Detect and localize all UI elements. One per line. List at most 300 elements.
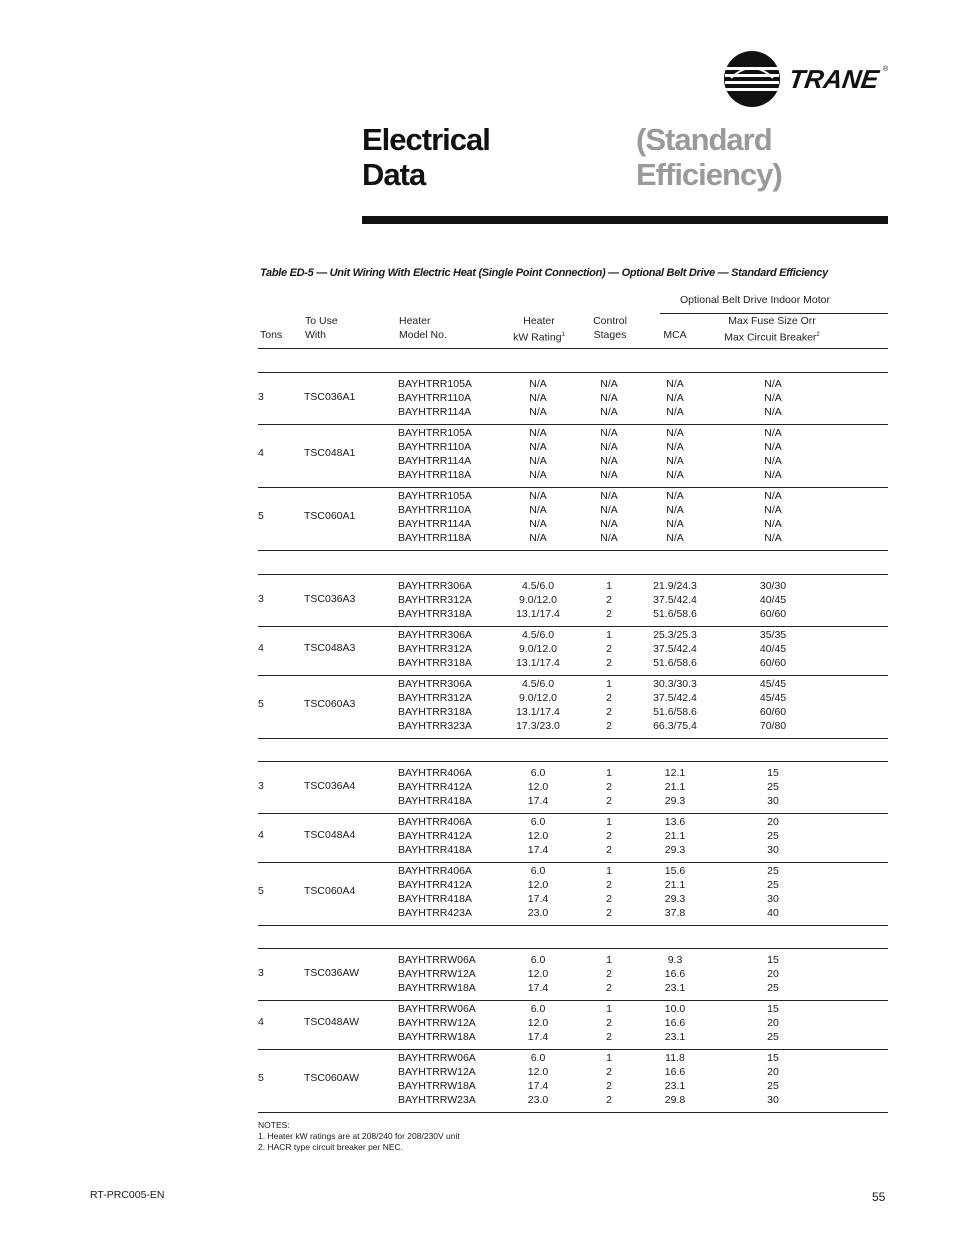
tons-cell: 4 — [258, 447, 264, 459]
table-cell: 60/60 — [759, 657, 787, 669]
stages-column — [574, 628, 644, 670]
stages-column — [574, 766, 644, 808]
row-group-rule — [258, 813, 888, 814]
table-cell: 2 — [606, 643, 612, 655]
table-cell: N/A — [529, 504, 547, 516]
table-cell: 4.5/6.0 — [521, 629, 555, 641]
table-cell: 4.5/6.0 — [521, 580, 555, 592]
row-group-rule — [258, 487, 888, 488]
stages-column — [574, 1002, 644, 1044]
document-id: RT-PRC005-EN — [90, 1189, 165, 1201]
models-column — [398, 579, 472, 621]
table-cell: BAYHTRR110A — [398, 441, 472, 453]
table-cell: 1 — [606, 816, 612, 828]
table-cell: N/A — [666, 378, 684, 390]
fuse-column — [728, 628, 818, 670]
table-cell: 23.1 — [664, 1031, 686, 1043]
models-column — [398, 1051, 476, 1107]
table-cell: BAYHTRRW12A — [398, 968, 476, 980]
table-cell: 1 — [606, 865, 612, 877]
table-cell: 9.0/12.0 — [519, 643, 557, 655]
header-bottom-rule — [258, 348, 888, 349]
models-column — [398, 766, 472, 808]
unit-model-cell: TSC036AW — [304, 967, 360, 979]
kw-column — [498, 628, 578, 670]
page-number: 55 — [872, 1190, 886, 1204]
table-cell: BAYHTRRW18A — [398, 1080, 476, 1092]
table-cell: BAYHTRR105A — [398, 427, 472, 439]
table-cell: 20 — [767, 968, 779, 980]
unit-model-cell: TSC060A3 — [304, 698, 356, 710]
table-cell: 13.1/17.4 — [516, 706, 560, 718]
mca-column — [640, 864, 710, 920]
table-cell: 12.0 — [527, 830, 549, 842]
stages-column — [574, 489, 644, 545]
note-item: 2. HACR type circuit breaker per NEC. — [258, 1142, 404, 1152]
kw-column — [498, 426, 578, 482]
table-cell: 30 — [767, 795, 779, 807]
table-cell: 29.3 — [664, 795, 686, 807]
table-cell: N/A — [666, 469, 684, 481]
table-cell: 51.6/58.6 — [653, 706, 697, 718]
fuse-column — [728, 579, 818, 621]
table-cell: N/A — [600, 378, 618, 390]
tons-cell: 5 — [258, 510, 264, 522]
table-cell: N/A — [529, 532, 547, 544]
table-cell: 30 — [767, 1094, 779, 1106]
table-cell: 20 — [767, 1066, 779, 1078]
table-cell: N/A — [764, 469, 782, 481]
table-cell: BAYHTRR406A — [398, 767, 472, 779]
table-cell: 15 — [767, 954, 779, 966]
table-cell: 35/35 — [759, 629, 787, 641]
table-cell: BAYHTRRW18A — [398, 1031, 476, 1043]
table-cell: 9.3 — [667, 954, 683, 966]
table-cell: BAYHTRRW23A — [398, 1094, 476, 1106]
table-cell: 6.0 — [530, 767, 546, 779]
kw-column — [498, 377, 578, 419]
fuse-column — [728, 489, 818, 545]
table-cell: 2 — [606, 706, 612, 718]
table-cell: 25.3/25.3 — [653, 629, 697, 641]
kw-column — [498, 953, 578, 995]
page-title-line2: Data — [362, 157, 426, 192]
table-cell: N/A — [600, 469, 618, 481]
kw-column — [498, 1002, 578, 1044]
table-cell: 23.1 — [664, 1080, 686, 1092]
table-cell: N/A — [764, 455, 782, 467]
table-cell: 13.6 — [664, 816, 686, 828]
table-cell: 25 — [767, 982, 779, 994]
unit-model-cell: TSC060A4 — [304, 885, 356, 897]
tons-cell: 5 — [258, 698, 264, 710]
notes-heading: NOTES: — [258, 1120, 290, 1130]
table-cell: 2 — [606, 968, 612, 980]
header-to-use-with: To Use With — [305, 315, 338, 341]
table-cell: 12.0 — [527, 968, 549, 980]
notes — [258, 1120, 460, 1153]
table-cell: 25 — [767, 830, 779, 842]
table-cell: 21.9/24.3 — [653, 580, 697, 592]
tons-cell: 4 — [258, 1016, 264, 1028]
table-cell: 21.1 — [664, 879, 686, 891]
table-cell: 17.4 — [527, 893, 549, 905]
table-cell: 23.0 — [527, 1094, 549, 1106]
unit-model-cell: TSC048A1 — [304, 447, 356, 459]
table-cell: 2 — [606, 720, 612, 732]
table-cell: 20 — [767, 816, 779, 828]
header-mca: MCA — [663, 329, 687, 341]
table-cell: BAYHTRR318A — [398, 706, 472, 718]
page-title — [362, 122, 602, 192]
table-cell: 17.3/23.0 — [516, 720, 560, 732]
table-cell: 1 — [606, 954, 612, 966]
table-cell: 66.3/75.4 — [653, 720, 697, 732]
unit-model-cell: TSC060AW — [304, 1072, 360, 1084]
table-cell: BAYHTRR323A — [398, 720, 472, 732]
table-cell: BAYHTRR114A — [398, 518, 472, 530]
table-cell: BAYHTRRW06A — [398, 954, 476, 966]
table-cell: 21.1 — [664, 830, 686, 842]
table-cell: 23.0 — [527, 907, 549, 919]
mca-column — [640, 426, 710, 482]
row-group-rule — [258, 738, 888, 739]
fuse-column — [728, 815, 818, 857]
table-cell: BAYHTRR418A — [398, 795, 472, 807]
tons-cell: 5 — [258, 1072, 264, 1084]
table-cell: N/A — [529, 406, 547, 418]
table-cell: 2 — [606, 692, 612, 704]
kw-column — [498, 1051, 578, 1107]
table-cell: BAYHTRR306A — [398, 678, 472, 690]
table-cell: 2 — [606, 608, 612, 620]
table-cell: N/A — [666, 518, 684, 530]
table-cell: 2 — [606, 893, 612, 905]
page-subtitle — [636, 122, 896, 192]
page-title-line1: Electrical — [362, 122, 490, 157]
table-cell: BAYHTRR412A — [398, 879, 472, 891]
table-cell: N/A — [764, 532, 782, 544]
table-cell: 16.6 — [664, 1066, 686, 1078]
row-group-rule — [258, 925, 888, 926]
table-cell: 17.4 — [527, 795, 549, 807]
table-cell: 15 — [767, 767, 779, 779]
tons-cell: 3 — [258, 593, 264, 605]
table-cell: N/A — [600, 441, 618, 453]
models-column — [398, 1002, 476, 1044]
table-cell: 2 — [606, 982, 612, 994]
table-cell: 37.5/42.4 — [653, 594, 697, 606]
models-column — [398, 864, 472, 920]
table-cell: 6.0 — [530, 865, 546, 877]
table-cell: 1 — [606, 767, 612, 779]
table-cell: 51.6/58.6 — [653, 608, 697, 620]
table-cell: 60/60 — [759, 706, 787, 718]
table-cell: N/A — [666, 392, 684, 404]
unit-model-cell: TSC036A4 — [304, 780, 356, 792]
table-cell: 37.8 — [664, 907, 686, 919]
title-divider — [362, 216, 888, 224]
table-cell: BAYHTRRW12A — [398, 1066, 476, 1078]
table-cell: BAYHTRR105A — [398, 490, 472, 502]
table-cell: N/A — [764, 406, 782, 418]
table-cell: N/A — [600, 504, 618, 516]
block-top-rule — [258, 761, 888, 762]
header-tons: Tons — [260, 329, 283, 341]
table-cell: 29.3 — [664, 893, 686, 905]
row-group-rule — [258, 1000, 888, 1001]
table-cell: 40/45 — [759, 594, 787, 606]
mca-column — [640, 628, 710, 670]
table-cell: 2 — [606, 657, 612, 669]
table-cell: BAYHTRR110A — [398, 392, 472, 404]
table-cell: BAYHTRR118A — [398, 469, 472, 481]
group-header: Optional Belt Drive Indoor Motor — [680, 294, 830, 306]
mca-column — [640, 677, 710, 733]
table-cell: BAYHTRR406A — [398, 865, 472, 877]
table-cell: N/A — [529, 455, 547, 467]
table-cell: 12.0 — [527, 1017, 549, 1029]
table-cell: 13.1/17.4 — [516, 608, 560, 620]
header-max-fuse: Max Fuse Size Orr Max Circuit Breaker$^2$ — [724, 315, 820, 344]
table-cell: 1 — [606, 1052, 612, 1064]
tons-cell: 3 — [258, 391, 264, 403]
table-cell: N/A — [764, 518, 782, 530]
unit-model-cell: TSC036A1 — [304, 391, 356, 403]
table-cell: 30 — [767, 844, 779, 856]
table-cell: 29.8 — [664, 1094, 686, 1106]
table-cell: 45/45 — [759, 678, 787, 690]
table-cell: 30/30 — [759, 580, 787, 592]
kw-column — [498, 864, 578, 920]
row-group-rule — [258, 1049, 888, 1050]
fuse-column — [728, 1002, 818, 1044]
table-cell: BAYHTRRW18A — [398, 982, 476, 994]
table-cell: 2 — [606, 1031, 612, 1043]
tons-cell: 4 — [258, 642, 264, 654]
fuse-column — [728, 426, 818, 482]
table-cell: 17.4 — [527, 1031, 549, 1043]
table-cell: BAYHTRR418A — [398, 844, 472, 856]
kw-column — [498, 579, 578, 621]
table-cell: BAYHTRR114A — [398, 406, 472, 418]
kw-column — [498, 766, 578, 808]
table-cell: BAYHTRR418A — [398, 893, 472, 905]
table-cell: 45/45 — [759, 692, 787, 704]
table-cell: 2 — [606, 1080, 612, 1092]
table-cell: N/A — [529, 518, 547, 530]
header-kw-rating: Heater kW Rating$^1$ — [513, 315, 565, 344]
unit-model-cell: TSC036A3 — [304, 593, 356, 605]
stages-column — [574, 953, 644, 995]
stages-column — [574, 426, 644, 482]
fuse-column — [728, 377, 818, 419]
table-cell: 9.0/12.0 — [519, 692, 557, 704]
block-top-rule — [258, 948, 888, 949]
table-cell: 4.5/6.0 — [521, 678, 555, 690]
table-cell: BAYHTRR423A — [398, 907, 472, 919]
table-cell: N/A — [764, 441, 782, 453]
table-cell: N/A — [666, 532, 684, 544]
tons-cell: 5 — [258, 885, 264, 897]
kw-column — [498, 489, 578, 545]
table-cell: 21.1 — [664, 781, 686, 793]
unit-model-cell: TSC048A4 — [304, 829, 356, 841]
models-column — [398, 628, 472, 670]
tons-cell: 4 — [258, 829, 264, 841]
table-cell: 2 — [606, 879, 612, 891]
block-top-rule — [258, 574, 888, 575]
fuse-column — [728, 1051, 818, 1107]
table-cell: 25 — [767, 879, 779, 891]
table-cell: N/A — [666, 455, 684, 467]
stages-column — [574, 864, 644, 920]
row-group-rule — [258, 1112, 888, 1113]
table-cell: 12.0 — [527, 879, 549, 891]
table-cell: 2 — [606, 1017, 612, 1029]
table-cell: 1 — [606, 580, 612, 592]
table-cell: 13.1/17.4 — [516, 657, 560, 669]
table-cell: 1 — [606, 629, 612, 641]
table-cell: 70/80 — [759, 720, 787, 732]
table-cell: 6.0 — [530, 816, 546, 828]
table-cell: 2 — [606, 1094, 612, 1106]
fuse-column — [728, 766, 818, 808]
table-cell: 12.0 — [527, 781, 549, 793]
row-group-rule — [258, 550, 888, 551]
stages-column — [574, 1051, 644, 1107]
table-cell: N/A — [529, 469, 547, 481]
kw-column — [498, 677, 578, 733]
table-cell: BAYHTRR306A — [398, 580, 472, 592]
table-cell: BAYHTRRW06A — [398, 1052, 476, 1064]
table-cell: BAYHTRRW12A — [398, 1017, 476, 1029]
mca-column — [640, 953, 710, 995]
table-cell: 6.0 — [530, 1003, 546, 1015]
fuse-column — [728, 677, 818, 733]
table-cell: 1 — [606, 1003, 612, 1015]
table-cell: 17.4 — [527, 1080, 549, 1092]
table-cell: N/A — [600, 427, 618, 439]
row-group-rule — [258, 626, 888, 627]
table-cell: 11.8 — [665, 1052, 685, 1064]
block-top-rule — [258, 372, 888, 373]
trane-logo — [723, 50, 893, 108]
tons-cell: 3 — [258, 780, 264, 792]
table-cell: N/A — [600, 518, 618, 530]
table-cell: 2 — [606, 907, 612, 919]
table-cell: 30.3/30.3 — [653, 678, 697, 690]
table-cell: N/A — [600, 406, 618, 418]
stages-column — [574, 377, 644, 419]
table-cell: N/A — [764, 490, 782, 502]
table-cell: 17.4 — [527, 982, 549, 994]
table-cell: 6.0 — [530, 954, 546, 966]
table-cell: N/A — [529, 392, 547, 404]
models-column — [398, 377, 472, 419]
table-cell: 2 — [606, 830, 612, 842]
table-cell: 29.3 — [664, 844, 686, 856]
table-cell: 2 — [606, 1066, 612, 1078]
table-cell: 37.5/42.4 — [653, 643, 697, 655]
registered-mark: ® — [883, 66, 889, 73]
table-cell: BAYHTRR312A — [398, 643, 472, 655]
table-cell: BAYHTRRW06A — [398, 1003, 476, 1015]
mca-column — [640, 766, 710, 808]
stages-column — [574, 815, 644, 857]
stages-column — [574, 579, 644, 621]
table-cell: N/A — [600, 455, 618, 467]
table-cell: 16.6 — [664, 968, 686, 980]
table-cell: 10.0 — [664, 1003, 686, 1015]
models-column — [398, 815, 472, 857]
table-cell: 12.1 — [664, 767, 686, 779]
table-cell: N/A — [600, 490, 618, 502]
table-cell: 15 — [767, 1052, 779, 1064]
table-cell: 25 — [767, 865, 779, 877]
table-cell: N/A — [529, 378, 547, 390]
table-cell: 15 — [767, 1003, 779, 1015]
table-cell: BAYHTRR312A — [398, 594, 472, 606]
table-cell: BAYHTRR312A — [398, 692, 472, 704]
table-cell: 6.0 — [530, 1052, 546, 1064]
unit-model-cell: TSC048AW — [304, 1016, 360, 1028]
tons-cell: 3 — [258, 967, 264, 979]
table-cell: BAYHTRR306A — [398, 629, 472, 641]
note-item: 1. Heater kW ratings are at 208/240 for 208/230V unit — [258, 1131, 460, 1141]
table-cell: N/A — [666, 504, 684, 516]
unit-model-cell: TSC060A1 — [304, 510, 356, 522]
table-cell: N/A — [666, 490, 684, 502]
table-cell: 40/45 — [759, 643, 787, 655]
models-column — [398, 677, 472, 733]
table-cell: 25 — [767, 1031, 779, 1043]
table-cell: N/A — [764, 378, 782, 390]
header-control-stages: Control Stages — [593, 315, 627, 341]
table-cell: 17.4 — [527, 844, 549, 856]
table-cell: 20 — [767, 1017, 779, 1029]
table-cell: 51.6/58.6 — [653, 657, 697, 669]
table-cell: 2 — [606, 781, 612, 793]
table-cell: BAYHTRR318A — [398, 608, 472, 620]
table-cell: 2 — [606, 594, 612, 606]
table-cell: N/A — [600, 392, 618, 404]
mca-column — [640, 815, 710, 857]
row-group-rule — [258, 675, 888, 676]
table-cell: N/A — [764, 504, 782, 516]
table-cell: 30 — [767, 893, 779, 905]
table-cell: BAYHTRR114A — [398, 455, 472, 467]
kw-column — [498, 815, 578, 857]
table-cell: 1 — [606, 678, 612, 690]
mca-column — [640, 489, 710, 545]
table-cell: N/A — [764, 427, 782, 439]
table-cell: 60/60 — [759, 608, 787, 620]
table-caption: Table ED-5 — Unit Wiring With Electric Heat (Single Point Connection) — Optional Belt Drive — Standard Efficiency — [260, 267, 828, 279]
row-group-rule — [258, 862, 888, 863]
stages-column — [574, 677, 644, 733]
fuse-column — [728, 864, 818, 920]
table-cell: N/A — [529, 427, 547, 439]
table-cell: BAYHTRR412A — [398, 781, 472, 793]
table-cell: 9.0/12.0 — [519, 594, 557, 606]
table-cell: 25 — [767, 781, 779, 793]
mca-column — [640, 1002, 710, 1044]
table-cell: N/A — [666, 406, 684, 418]
models-column — [398, 953, 476, 995]
table-cell: 2 — [606, 844, 612, 856]
table-cell: 40 — [767, 907, 779, 919]
